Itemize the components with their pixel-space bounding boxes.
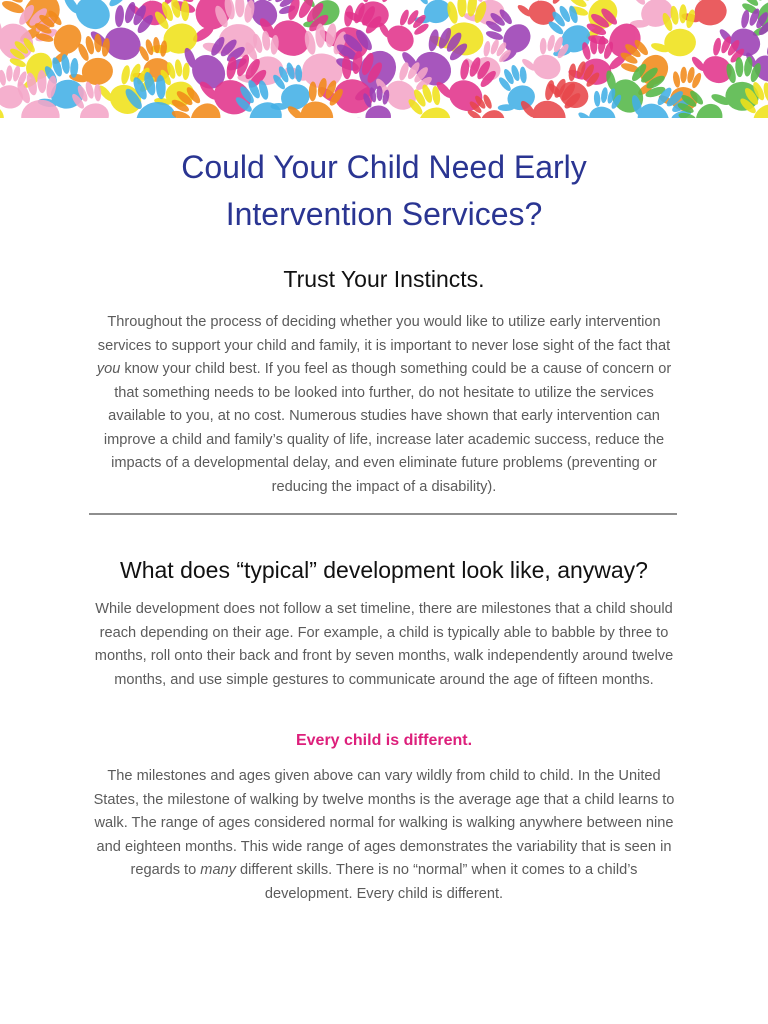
section2-text-a: The milestones and ages given above can vary wildly from child to child. In the United States, the milestone of walking by twelve months is the average age that a child learns to walk. The range of ages considered normal for walking is walking anywhere between nine and eighteen months. This wide range of ages demonstrates the variability that is seen in regards to: [93, 768, 675, 878]
section-divider: [89, 513, 677, 515]
section-heading-trust-instincts: Trust Your Instincts.: [283, 266, 485, 292]
section2-emphasis: many: [200, 862, 236, 878]
section2-paragraph-2: [86, 765, 682, 906]
page-title-line2: Intervention Services?: [225, 196, 543, 232]
page-title-line1: Could Your Child Need Early: [181, 149, 587, 185]
page-title: [84, 144, 684, 238]
colorful-handprints-banner-icon: [0, 0, 768, 118]
callout-every-child-different: Every child is different.: [295, 732, 473, 749]
section-heading-typical-development: What does “typical” development look like, anyway?: [120, 557, 648, 583]
section2-text-b: different skills. There is no “normal” when it comes to a child’s development. Every child is different.: [235, 862, 638, 902]
section1-emphasis: you: [96, 361, 121, 377]
section1-text-a: Throughout the process of deciding whether you would like to utilize early intervention services to support your child and family, it is important to never lose sight of the fact that: [97, 314, 671, 354]
section1-paragraph: [88, 311, 680, 499]
section2-paragraph: While development does not follow a set timeline, there are milestones that a child should reach depending on their age. For example, a child is typically able to babble by three to months, roll onto their back and front by seven months, walk independently around twelve months, and use simple gestures to communicate around the age of fifteen months.: [94, 601, 674, 688]
section1-text-b: know your child best. If you feel as though something could be a cause of concern or that something needs to be looked into further, do not hesitate to utilize the services available to you, at no cost. Numerous studies have shown that early intervention can improve a child and family’s quality of life, increase later academic success, reduce the impacts of a developmental delay, and even eliminate future problems (preventing or reducing the impact of a disability).: [103, 361, 672, 495]
handprints-banner: [0, 0, 768, 118]
